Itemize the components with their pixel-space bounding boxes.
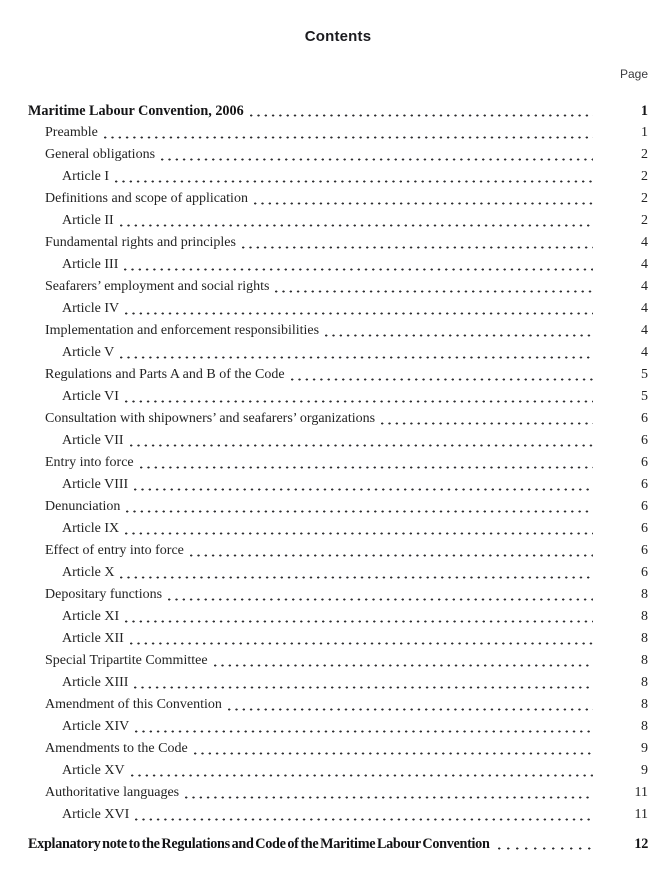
toc-entry-page: 2 — [641, 147, 648, 162]
toc-entry — [28, 232, 648, 254]
toc-entry-page: 6 — [641, 565, 648, 580]
toc-entry-page: 6 — [641, 543, 648, 558]
dotted-leader — [194, 738, 593, 760]
dotted-leader — [185, 782, 593, 804]
toc-entry-label: Authoritative languages — [45, 785, 180, 800]
dotted-leader — [124, 254, 593, 276]
dotted-leader — [126, 496, 593, 518]
dotted-leader — [130, 628, 593, 650]
toc-entry-page: 9 — [641, 763, 648, 778]
toc-entry-label: Article V — [62, 345, 115, 360]
toc-entry — [28, 694, 648, 716]
toc-entry — [28, 562, 648, 584]
toc-entry-label: Fundamental rights and principles — [45, 235, 236, 250]
toc-entry-page: 8 — [641, 653, 648, 668]
dotted-leader — [120, 342, 593, 364]
toc-entry-label: Entry into force — [45, 455, 134, 470]
toc-entry-page: 2 — [641, 191, 648, 206]
toc-entry — [28, 342, 648, 364]
toc-entry — [28, 606, 648, 628]
toc-entry-label: Article VIII — [62, 477, 129, 492]
toc-entry — [28, 672, 648, 694]
toc-entry-page: 11 — [634, 785, 648, 800]
dotted-leader — [161, 144, 593, 166]
toc-entry-label: Article XII — [62, 631, 124, 646]
dotted-leader — [125, 386, 593, 408]
toc-entry-page: 6 — [641, 411, 648, 426]
toc-entry — [28, 166, 648, 188]
toc-entry — [28, 276, 648, 298]
toc-entry-page: 11 — [634, 807, 648, 822]
toc-entry-page: 4 — [641, 235, 648, 250]
page-column-label: Page — [619, 67, 648, 81]
toc-entry — [28, 298, 648, 320]
toc-entry-page: 8 — [641, 697, 648, 712]
dotted-leader — [250, 100, 593, 122]
dotted-leader — [381, 408, 593, 430]
toc-entry-label: Denunciation — [45, 499, 121, 514]
toc-entry-page: 9 — [641, 741, 648, 756]
toc-entry-page: 8 — [641, 631, 648, 646]
toc-entry — [28, 364, 648, 386]
dotted-leader — [125, 518, 593, 540]
toc-entry-label: Article XV — [62, 763, 125, 778]
toc-entry — [28, 518, 648, 540]
dotted-leader — [130, 430, 593, 452]
toc-entry — [28, 144, 648, 166]
toc-entry-label: Article XIII — [62, 675, 129, 690]
toc-entry-page: 6 — [641, 477, 648, 492]
toc-entry-page: 6 — [641, 499, 648, 514]
toc-entry-label: General obligations — [45, 147, 156, 162]
toc-entry-page: 6 — [641, 455, 648, 470]
toc-entry-label: Depositary functions — [45, 587, 163, 602]
toc-entry-label: Special Tripartite Committee — [45, 653, 208, 668]
dotted-leader — [140, 452, 593, 474]
toc-entry-label: Article III — [62, 257, 119, 272]
dotted-leader — [214, 650, 593, 672]
toc-entry — [28, 320, 648, 342]
toc-entry-label: Maritime Labour Convention, 2006 — [28, 103, 244, 119]
toc-entry-label: Article VI — [62, 389, 119, 404]
toc-entry-page: 4 — [641, 301, 648, 316]
toc-entry-label: Article I — [62, 169, 110, 184]
toc-entry-page: 8 — [641, 609, 648, 624]
toc-entry — [28, 540, 648, 562]
dotted-leader — [131, 760, 593, 782]
dotted-leader — [125, 606, 593, 628]
dotted-leader — [228, 694, 593, 716]
toc-entry-label: Article IV — [62, 301, 120, 316]
toc-entry-label: Amendments to the Code — [45, 741, 188, 756]
toc-entry-label: Article X — [62, 565, 115, 580]
dotted-leader — [190, 540, 593, 562]
toc-entry-label: Seafarers’ employment and social rights — [45, 279, 270, 294]
toc-entry — [28, 628, 648, 650]
toc-entry-label: Explanatory note to the Regulations and Code of the Maritime Labour Convention — [28, 836, 490, 852]
toc-entry-label: Article XI — [62, 609, 120, 624]
toc-entry-label: Article II — [62, 213, 114, 228]
page-title: Contents — [304, 28, 372, 45]
dotted-leader — [242, 232, 593, 254]
toc-entry — [28, 474, 648, 496]
toc-entry-page: 4 — [641, 345, 648, 360]
toc-entry — [28, 804, 648, 826]
dotted-leader — [120, 562, 593, 584]
toc-entry-label: Article XVI — [62, 807, 130, 822]
toc-entry-label: Article IX — [62, 521, 120, 536]
dotted-leader — [275, 276, 593, 298]
dotted-leader — [135, 716, 593, 738]
toc-list — [28, 100, 648, 855]
toc-entry-label: Definitions and scope of application — [45, 191, 248, 206]
toc-entry-page: 1 — [641, 125, 648, 140]
toc-entry-page: 4 — [641, 323, 648, 338]
toc-entry-page: 6 — [641, 433, 648, 448]
toc-entry — [28, 452, 648, 474]
toc-entry — [28, 430, 648, 452]
toc-entry-page: 5 — [641, 389, 648, 404]
toc-entry-label: Effect of entry into force — [45, 543, 184, 558]
dotted-leader — [135, 804, 593, 826]
toc-entry-page: 8 — [641, 675, 648, 690]
toc-entry — [28, 716, 648, 738]
dotted-leader — [104, 122, 593, 144]
dotted-leader — [115, 166, 593, 188]
toc-entry — [28, 254, 648, 276]
dotted-leader — [254, 188, 593, 210]
toc-entry-page: 2 — [641, 213, 648, 228]
toc-entry — [28, 122, 648, 144]
toc-entry-label: Article XIV — [62, 719, 130, 734]
toc-entry-page: 6 — [641, 521, 648, 536]
toc-entry-page: 8 — [641, 719, 648, 734]
dotted-leader — [498, 833, 593, 855]
toc-entry-page: 4 — [641, 279, 648, 294]
toc-entry — [28, 386, 648, 408]
toc-entry-page: 12 — [634, 836, 648, 852]
toc-entry — [28, 760, 648, 782]
toc-entry-label: Preamble — [45, 125, 98, 140]
toc-entry-label: Regulations and Parts A and B of the Code — [45, 367, 285, 382]
toc-entry — [28, 782, 648, 804]
toc-entry — [28, 650, 648, 672]
toc-entry-label: Consultation with shipowners’ and seafarers’ organizations — [45, 411, 376, 426]
dotted-leader — [291, 364, 593, 386]
toc-entry — [28, 496, 648, 518]
toc-entry-page: 4 — [641, 257, 648, 272]
toc-entry-label: Implementation and enforcement responsibilities — [45, 323, 320, 338]
dotted-leader — [125, 298, 593, 320]
toc-entry — [28, 408, 648, 430]
dotted-leader — [134, 672, 593, 694]
toc-entry-label: Article VII — [62, 433, 124, 448]
toc-entry — [28, 210, 648, 232]
dotted-leader — [168, 584, 593, 606]
toc-entry-label: Amendment of this Convention — [45, 697, 222, 712]
dotted-leader — [120, 210, 593, 232]
toc-entry-page: 1 — [640, 103, 648, 119]
toc-entry-page: 5 — [641, 367, 648, 382]
toc-entry — [28, 188, 648, 210]
toc-entry — [28, 738, 648, 760]
toc-entry — [28, 584, 648, 606]
toc-entry-page: 2 — [641, 169, 648, 184]
dotted-leader — [134, 474, 593, 496]
dotted-leader — [325, 320, 593, 342]
toc-entry — [28, 100, 648, 122]
toc-entry — [28, 833, 648, 855]
toc-entry-page: 8 — [641, 587, 648, 602]
